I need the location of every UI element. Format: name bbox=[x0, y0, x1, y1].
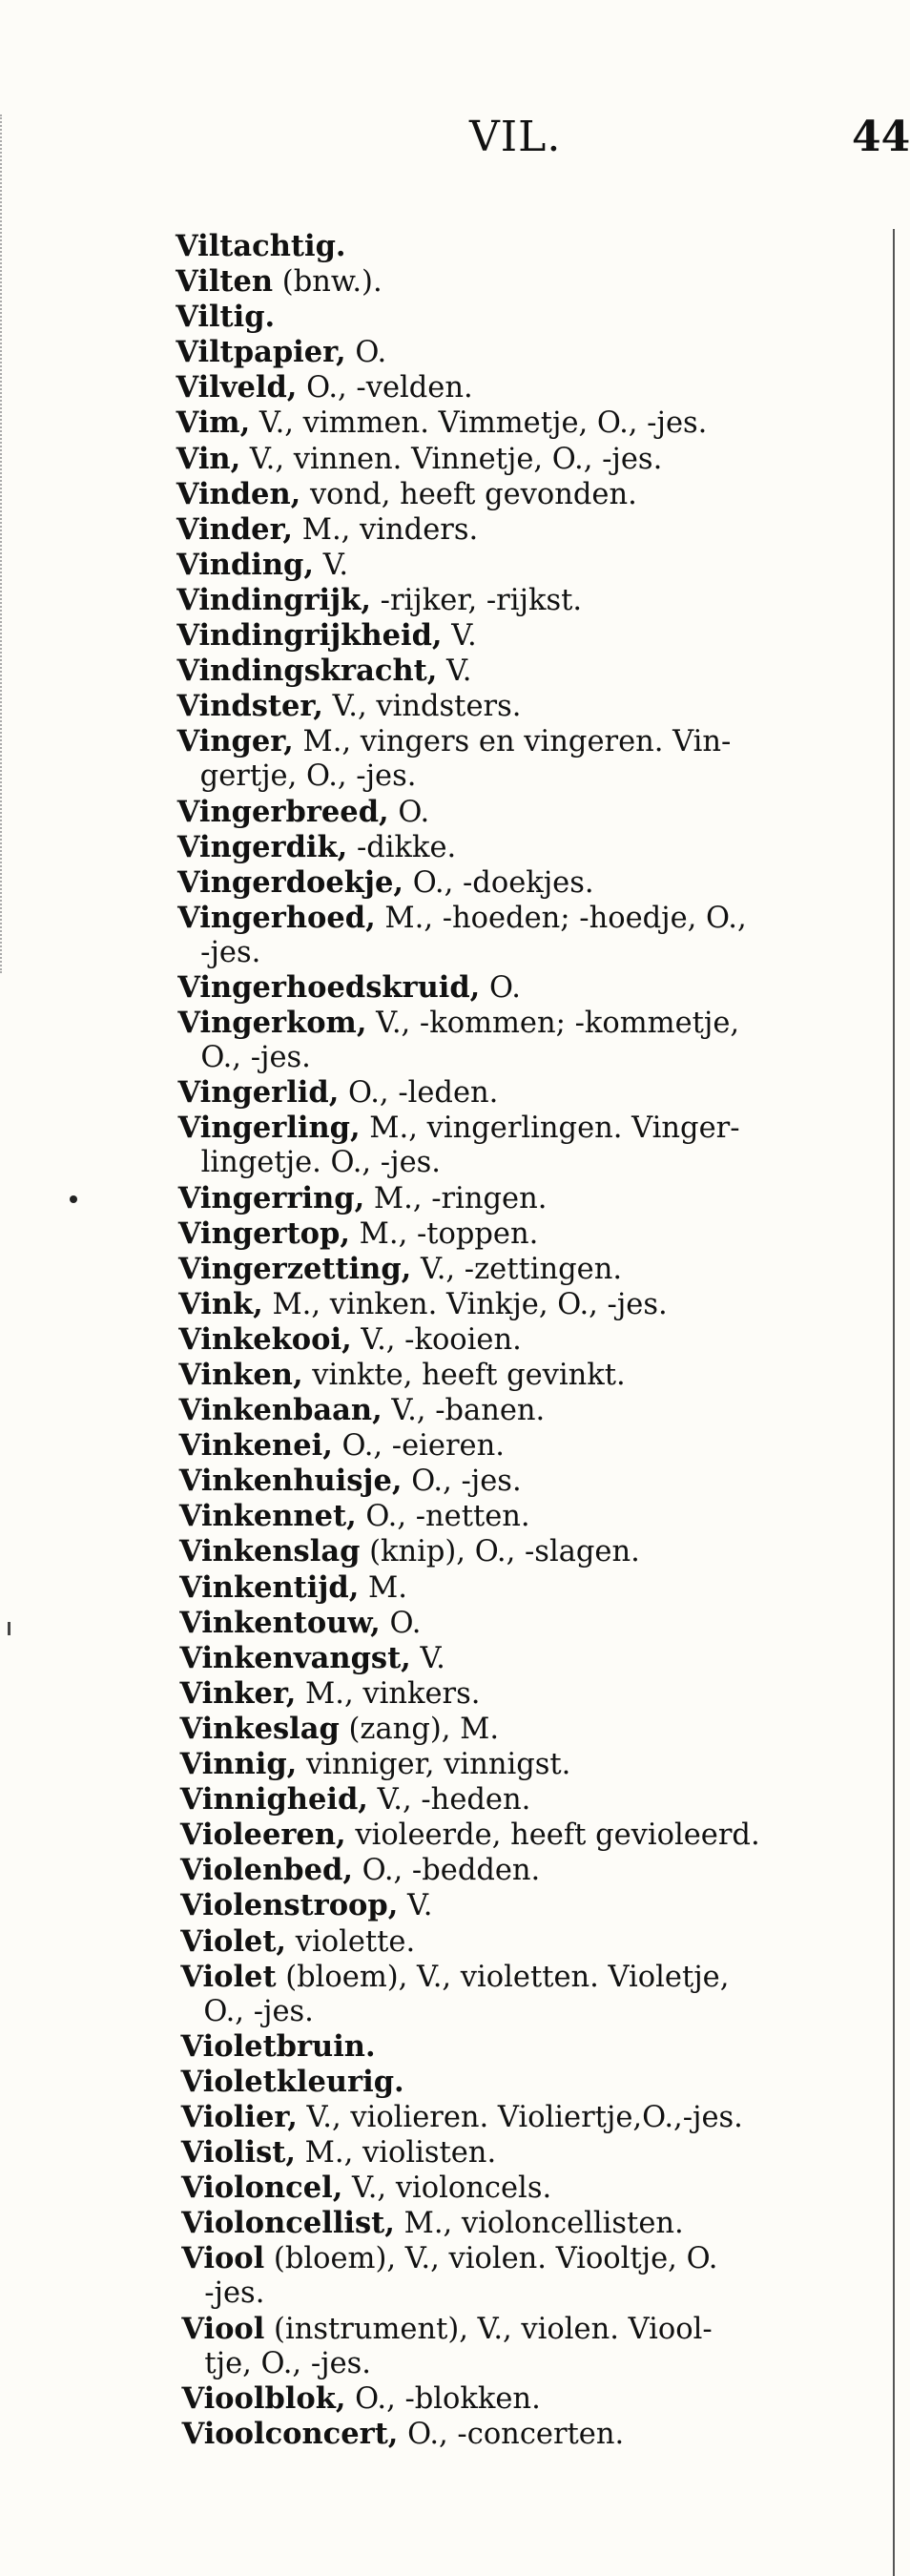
entry-line bbox=[176, 335, 881, 370]
entry-definition: O., -eieren. bbox=[332, 1429, 505, 1464]
entry-continuation: tje, O., -jes. bbox=[204, 2346, 371, 2380]
entry-headword: Violet, bbox=[180, 1923, 287, 1959]
entry-definition: O., -velden. bbox=[297, 371, 473, 405]
entry-definition: V., vindsters. bbox=[322, 690, 522, 724]
entry-definition: -rijker, -rijkst. bbox=[370, 583, 583, 617]
entry-definition: M., -toppen. bbox=[349, 1216, 539, 1251]
dictionary-entry bbox=[178, 1111, 881, 1180]
dictionary-entry bbox=[178, 1358, 881, 1393]
entry-continuation: gertje, O., -jes. bbox=[199, 759, 417, 794]
dictionary-entries bbox=[176, 229, 881, 2452]
entry-line bbox=[178, 1111, 881, 1146]
entry-definition: M., -ringen. bbox=[364, 1181, 548, 1215]
entry-headword: Vingerhoed, bbox=[177, 900, 376, 935]
entry-headword: Vindingrijkheid, bbox=[176, 618, 443, 654]
entry-line bbox=[181, 2029, 881, 2065]
entry-line bbox=[178, 1393, 881, 1428]
entry-definition: O., -concerten. bbox=[398, 2417, 625, 2451]
entry-headword: Violoncellist, bbox=[181, 2206, 395, 2241]
entry-headword: Vinkenslag bbox=[178, 1534, 361, 1569]
entry-headword: Vinker, bbox=[179, 1675, 297, 1711]
entry-line bbox=[180, 1747, 881, 1782]
dictionary-entry bbox=[178, 1322, 881, 1358]
entry-line bbox=[176, 264, 881, 300]
entry-definition: V. bbox=[410, 1641, 445, 1675]
entry-headword: Vinnigheid, bbox=[179, 1782, 368, 1818]
entry-headword: Vingerring, bbox=[177, 1180, 365, 1215]
entry-definition: (instrument), V., violen. Viool- bbox=[264, 2312, 713, 2346]
dictionary-entry bbox=[181, 2065, 881, 2100]
dictionary-entry bbox=[176, 512, 881, 548]
entry-definition: (bloem), V., violetten. Violetje, bbox=[276, 1960, 730, 1994]
dictionary-entry bbox=[180, 1712, 881, 1747]
entry-line bbox=[177, 689, 881, 724]
entry-line bbox=[179, 1534, 881, 1569]
entry-headword: Vindingskracht, bbox=[176, 654, 438, 689]
dictionary-entry bbox=[179, 1676, 881, 1712]
dictionary-entry bbox=[176, 300, 881, 335]
entry-line bbox=[182, 2417, 881, 2452]
entry-line bbox=[180, 1924, 881, 1960]
entry-definition: -dikke. bbox=[347, 830, 457, 864]
entry-headword: Vinkentouw, bbox=[179, 1605, 381, 1640]
entry-definition: M., vinkers. bbox=[296, 1676, 481, 1711]
dictionary-entry bbox=[178, 1393, 881, 1428]
entry-definition: V. bbox=[314, 548, 349, 582]
entry-definition: V., -banen. bbox=[382, 1394, 546, 1428]
dictionary-entry bbox=[179, 1534, 881, 1569]
entry-definition: V., -heden. bbox=[367, 1783, 531, 1818]
entry-definition: vond, heeft gevonden. bbox=[300, 477, 637, 511]
dictionary-entry bbox=[176, 370, 881, 405]
entry-headword: Vinnig, bbox=[179, 1747, 298, 1782]
entry-definition: O. bbox=[388, 795, 430, 829]
entry-headword: Vingerkom, bbox=[177, 1006, 367, 1041]
entry-headword: Vinger, bbox=[176, 724, 294, 759]
entry-line bbox=[176, 583, 881, 618]
entry-definition: M., violisten. bbox=[295, 2136, 497, 2171]
entry-headword: Vinkentijd, bbox=[179, 1569, 360, 1605]
entry-headword: Vingerlid, bbox=[177, 1075, 340, 1111]
entry-line bbox=[179, 1606, 881, 1641]
entry-line bbox=[178, 1287, 881, 1322]
entry-headword: Vingerzetting, bbox=[178, 1251, 412, 1286]
entry-line bbox=[176, 442, 881, 477]
entry-headword: Vinder, bbox=[176, 511, 294, 547]
entry-headword: Vinkennet, bbox=[178, 1499, 357, 1534]
dictionary-entry bbox=[177, 795, 881, 830]
dictionary-entry bbox=[176, 405, 881, 441]
entry-line bbox=[176, 512, 881, 548]
entry-headword: Vingerling, bbox=[177, 1111, 361, 1146]
entry-line bbox=[178, 1181, 881, 1216]
entry-headword: Vinkenvangst, bbox=[179, 1640, 411, 1675]
entry-headword: Vilveld, bbox=[176, 370, 298, 405]
entry-definition: violette. bbox=[286, 1924, 416, 1959]
entry-headword: Vinkekooi, bbox=[178, 1321, 352, 1357]
margin-dot bbox=[70, 1195, 77, 1203]
dictionary-entry bbox=[180, 1818, 881, 1853]
dictionary-entry bbox=[178, 1252, 881, 1287]
entry-headword: Vindingrijk, bbox=[176, 582, 371, 617]
entry-line bbox=[178, 1216, 881, 1252]
entry-headword: Vinkeslag bbox=[179, 1711, 340, 1746]
entry-definition: V., -kommen; -kommetje, bbox=[366, 1007, 740, 1041]
entry-line bbox=[179, 1428, 881, 1464]
entry-line bbox=[176, 477, 881, 512]
entry-headword: Vink, bbox=[178, 1286, 263, 1321]
entry-line bbox=[176, 618, 881, 654]
entry-headword: Vioolblok, bbox=[181, 2380, 346, 2416]
dictionary-entry bbox=[181, 2312, 881, 2381]
entry-definition: O., -bedden. bbox=[352, 1854, 541, 1888]
entry-definition: O., -leden. bbox=[339, 1076, 499, 1111]
entry-headword: Vilten bbox=[176, 264, 274, 300]
entry-definition: vinniger, vinnigst. bbox=[297, 1748, 571, 1782]
entry-line bbox=[180, 1712, 881, 1747]
dictionary-entry bbox=[180, 1924, 881, 1960]
entry-definition: O., -jes. bbox=[402, 1465, 522, 1499]
entry-headword: Violeeren, bbox=[179, 1818, 346, 1853]
entry-headword: Viltpapier, bbox=[176, 335, 346, 370]
dictionary-entry bbox=[180, 1960, 881, 2029]
entry-line bbox=[181, 2100, 881, 2135]
dictionary-entry bbox=[176, 335, 881, 370]
entry-headword: Viool bbox=[181, 2241, 265, 2276]
entry-headword: Vingerhoedskruid, bbox=[177, 969, 481, 1005]
dictionary-entry bbox=[176, 442, 881, 477]
entry-definition: M. bbox=[359, 1570, 407, 1605]
dictionary-entry bbox=[176, 583, 881, 618]
entry-line bbox=[177, 901, 881, 936]
entry-continuation: O., -jes. bbox=[203, 1994, 314, 2028]
entry-definition: V., vinnen. Vinnetje, O., -jes. bbox=[240, 442, 663, 476]
page-number: 44 bbox=[852, 113, 910, 161]
entry-line bbox=[176, 370, 881, 405]
dictionary-entry bbox=[181, 2029, 881, 2065]
dictionary-entry bbox=[181, 2135, 881, 2171]
entry-definition: V., -zettingen. bbox=[411, 1252, 623, 1286]
entry-line bbox=[177, 830, 881, 865]
dictionary-entry bbox=[178, 1075, 881, 1111]
dictionary-entry bbox=[180, 1888, 881, 1923]
entry-definition: M., vinders. bbox=[293, 512, 479, 547]
entry-line bbox=[180, 1960, 881, 1995]
entry-definition: V. bbox=[442, 619, 477, 654]
entry-line bbox=[178, 1075, 881, 1111]
entry-line bbox=[180, 1782, 881, 1818]
entry-headword: Vinding, bbox=[176, 547, 314, 582]
dictionary-entry bbox=[179, 1606, 881, 1641]
dictionary-entry bbox=[181, 2100, 881, 2135]
dictionary-entry bbox=[178, 1216, 881, 1252]
dictionary-entry bbox=[176, 654, 881, 689]
entry-headword: Vinden, bbox=[176, 476, 301, 511]
entry-headword: Violenbed, bbox=[180, 1853, 353, 1888]
dictionary-entry bbox=[179, 1570, 881, 1606]
dictionary-entry bbox=[178, 1287, 881, 1322]
entry-line bbox=[176, 300, 881, 335]
entry-headword: Viltachtig. bbox=[176, 229, 346, 263]
entry-line bbox=[181, 2135, 881, 2171]
dictionary-entry bbox=[179, 1464, 881, 1499]
entry-line bbox=[177, 795, 881, 830]
entry-line bbox=[181, 2206, 881, 2241]
dictionary-entry bbox=[180, 1747, 881, 1782]
entry-definition: O., -netten. bbox=[356, 1500, 530, 1534]
entry-headword: Vinken, bbox=[178, 1358, 303, 1392]
entry-headword: Vindster, bbox=[176, 689, 323, 724]
entry-definition: (knip), O., -slagen. bbox=[360, 1535, 640, 1569]
entry-line bbox=[177, 724, 881, 759]
entry-line bbox=[180, 1853, 881, 1888]
entry-headword: Vim, bbox=[176, 405, 251, 441]
dictionary-entry bbox=[179, 1428, 881, 1464]
entry-line bbox=[179, 1641, 881, 1676]
margin-flecks bbox=[0, 114, 8, 973]
dictionary-entry bbox=[182, 2417, 881, 2452]
entry-definition: (bloem), V., violen. Viooltje, O. bbox=[264, 2242, 718, 2276]
entry-definition: vinkte, heeft gevinkt. bbox=[302, 1359, 626, 1392]
page-header bbox=[0, 113, 910, 170]
dictionary-entry bbox=[176, 229, 881, 264]
entry-headword: Vingertop, bbox=[177, 1215, 350, 1251]
entry-line bbox=[180, 1888, 881, 1923]
dictionary-entry bbox=[181, 2381, 881, 2417]
entry-headword: Vingerbreed, bbox=[176, 794, 389, 829]
entry-headword: Vin, bbox=[176, 441, 241, 476]
dictionary-entry bbox=[177, 865, 881, 901]
entry-definition: V. bbox=[437, 654, 472, 689]
dictionary-entry bbox=[176, 548, 881, 583]
entry-definition: O. bbox=[480, 970, 521, 1005]
entry-line bbox=[177, 865, 881, 901]
entry-definition: M., vingers en vingeren. Vin- bbox=[293, 725, 732, 759]
dictionary-entry bbox=[179, 1499, 881, 1534]
dictionary-entry bbox=[177, 901, 881, 970]
dictionary-entry bbox=[181, 2241, 881, 2311]
entry-definition: O. bbox=[380, 1606, 422, 1640]
entry-headword: Violist, bbox=[180, 2135, 296, 2171]
entry-line bbox=[179, 1570, 881, 1606]
dictionary-entry bbox=[177, 724, 881, 794]
entry-headword: Vinkenei, bbox=[178, 1428, 333, 1464]
entry-line bbox=[178, 1322, 881, 1358]
dictionary-entry bbox=[177, 830, 881, 865]
entry-line bbox=[179, 1499, 881, 1534]
dictionary-entry bbox=[180, 1853, 881, 1888]
entry-headword: Vingerdik, bbox=[176, 829, 348, 864]
entry-headword: Violoncel, bbox=[181, 2171, 343, 2206]
dictionary-entry bbox=[176, 477, 881, 512]
dictionary-entry bbox=[177, 970, 881, 1006]
column-rule bbox=[893, 229, 895, 2576]
entry-headword: Vioolconcert, bbox=[181, 2416, 399, 2451]
edge-mark bbox=[8, 1622, 10, 1635]
entry-line bbox=[177, 970, 881, 1006]
entry-line bbox=[176, 229, 881, 264]
dictionary-entry bbox=[176, 618, 881, 654]
entry-line bbox=[178, 1358, 881, 1393]
entry-continuation: -jes. bbox=[204, 2276, 265, 2311]
dictionary-entry bbox=[178, 1181, 881, 1216]
entry-headword: Violetbruin. bbox=[180, 2028, 376, 2064]
entry-definition: O. bbox=[345, 336, 387, 370]
entry-line bbox=[179, 1676, 881, 1712]
entry-headword: Violier, bbox=[180, 2099, 298, 2134]
entry-headword: Vinkenbaan, bbox=[178, 1393, 383, 1428]
dictionary-entry bbox=[177, 1006, 881, 1075]
entry-definition: V., vimmen. Vimmetje, O., -jes. bbox=[250, 406, 708, 441]
entry-line bbox=[176, 654, 881, 689]
entry-definition: V., violoncels. bbox=[342, 2171, 552, 2206]
entry-definition: M., -hoeden; -hoedje, O., bbox=[375, 901, 747, 935]
entry-headword: Violenstroop, bbox=[180, 1888, 399, 1923]
entry-headword: Vingerdoekje, bbox=[177, 864, 403, 900]
entry-definition: V. bbox=[398, 1889, 433, 1923]
running-head: VIL. bbox=[469, 113, 562, 161]
entry-continuation: lingetje. O., -jes. bbox=[200, 1146, 441, 1180]
entry-definition: O., -doekjes. bbox=[403, 865, 594, 900]
entry-continuation: O., -jes. bbox=[200, 1041, 311, 1075]
entry-definition: O., -blokken. bbox=[345, 2381, 541, 2416]
entry-line bbox=[179, 1464, 881, 1499]
dictionary-entry bbox=[180, 1782, 881, 1818]
entry-headword: Vinkenhuisje, bbox=[178, 1464, 403, 1499]
dictionary-entry bbox=[181, 2206, 881, 2241]
entry-definition: V., violieren. Violiertje,O.,-jes. bbox=[297, 2100, 743, 2134]
entry-headword: Violet bbox=[180, 1959, 277, 1994]
entry-definition: violeerde, heeft gevioleerd. bbox=[345, 1818, 760, 1853]
entry-definition: (bnw.). bbox=[273, 265, 383, 300]
entry-headword: Viool bbox=[181, 2311, 265, 2346]
entry-line bbox=[177, 1006, 881, 1041]
entry-definition: M., vingerlingen. Vinger- bbox=[360, 1111, 740, 1146]
entry-definition: M., vinken. Vinkje, O., -jes. bbox=[262, 1287, 668, 1321]
entry-headword: Violetkleurig. bbox=[180, 2064, 404, 2099]
dictionary-entry bbox=[181, 2171, 881, 2206]
entry-definition: (zang), M. bbox=[339, 1712, 500, 1746]
entry-continuation: -jes. bbox=[200, 935, 261, 969]
entry-line bbox=[181, 2381, 881, 2417]
entry-line bbox=[181, 2312, 881, 2347]
entry-definition: V., -kooien. bbox=[351, 1322, 522, 1357]
dictionary-entry bbox=[179, 1641, 881, 1676]
entry-line bbox=[181, 2241, 881, 2276]
dictionary-entry bbox=[177, 689, 881, 724]
entry-line bbox=[178, 1252, 881, 1287]
entry-line bbox=[176, 548, 881, 583]
entry-line bbox=[181, 2171, 881, 2206]
entry-line bbox=[176, 405, 881, 441]
entry-definition: M., violoncellisten. bbox=[394, 2207, 684, 2241]
dictionary-entry bbox=[176, 264, 881, 300]
entry-line bbox=[180, 1818, 881, 1853]
entry-headword: Viltig. bbox=[176, 300, 276, 335]
entry-line bbox=[181, 2065, 881, 2100]
